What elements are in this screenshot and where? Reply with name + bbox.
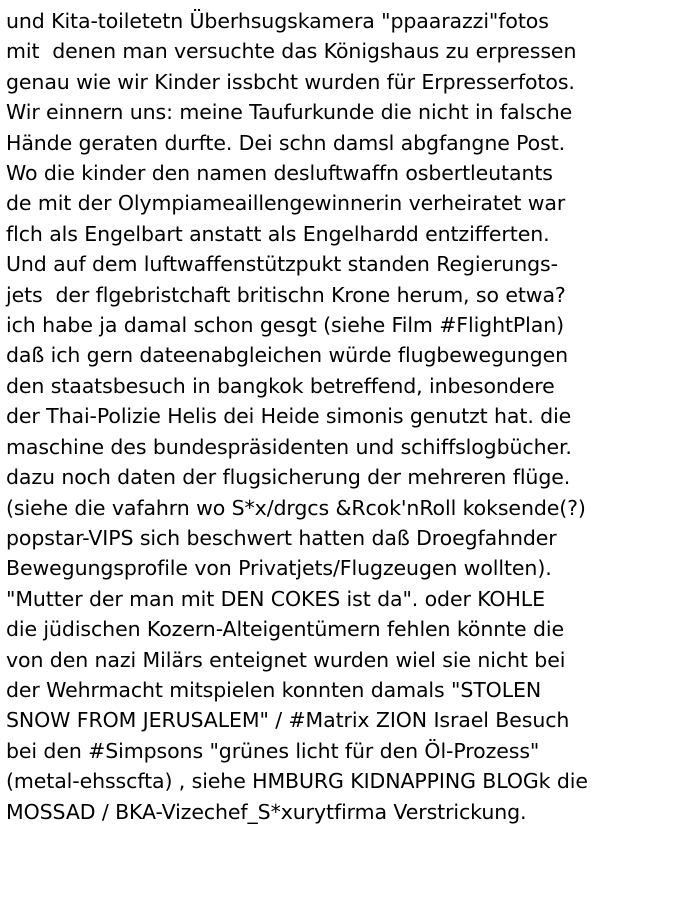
text-line: daß ich gern dateenabgleichen würde flugbewegungen — [6, 343, 568, 368]
text-line: Bewegungsprofile von Privatjets/Flugzeugen wollten). — [6, 556, 552, 581]
text-line: Und auf dem luftwaffenstützpukt standen Regierungs- — [6, 252, 558, 277]
text-line: bei den #Simpsons "grünes licht für den Öl-Prozess" — [6, 738, 540, 763]
text-line: "Mutter der man mit DEN COKES ist da". oder KOHLE — [6, 586, 545, 611]
text-line: Hände geraten durfte. Dei schn damsl abgfangne Post. — [6, 130, 566, 155]
text-line: ich habe ja damal schon gesgt (siehe Film #FlightPlan) — [6, 313, 565, 338]
text-line: de mit der Olympiameaillengewinnerin verheiratet war — [6, 191, 566, 216]
text-line: SNOW FROM JERUSALEM" / #Matrix ZION Israel Besuch — [6, 708, 570, 733]
text-line: jets der flgebristchaft britischn Krone herum, so etwa? — [6, 282, 566, 307]
text-line: mit denen man versuchte das Königshaus zu erpressen — [6, 39, 577, 64]
text-line: die jüdischen Kozern-Alteigentümern fehlen könnte die — [6, 617, 565, 642]
text-line: und Kita-toiletetn Überhsugskamera "ppaarazzi"fotos — [6, 9, 549, 33]
text-line: (metal-ehsscfta) , siehe HMBURG KIDNAPPING BLOGk die — [6, 769, 588, 794]
text-line: Wo die kinder den namen desluftwaffn osbertleutants — [6, 161, 553, 186]
text-line: MOSSAD / BKA-Vizechef_S*xurytfirma Verstrickung. — [6, 799, 527, 824]
text-line: Wir einnern uns: meine Taufurkunde die nicht in falsche — [6, 100, 573, 125]
text-line: genau wie wir Kinder issbcht wurden für Erpresserfotos. — [6, 69, 575, 94]
text-line: maschine des bundespräsidenten und schiffslogbücher. — [6, 434, 572, 459]
text-line: den staatsbesuch in bangkok betreffend, inbesondere — [6, 373, 555, 398]
text-line: von den nazi Milärs enteignet wurden wiel sie nicht bei — [6, 647, 566, 672]
text-line: popstar-VIPS sich beschwert hatten daß Droegfahnder — [6, 525, 557, 550]
text-line: der Wehrmacht mitspielen konnten damals "STOLEN — [6, 677, 542, 702]
text-line: dazu noch daten der flugsicherung der mehreren flüge. — [6, 465, 571, 490]
text-line: flch als Engelbart anstatt als Engelhardd entzifferten. — [6, 221, 550, 246]
text-line: der Thai-Polizie Helis dei Heide simonis genutzt hat. die — [6, 404, 572, 429]
text-line: (siehe die vafahrn wo S*x/drgcs &Rcok'nRoll koksende(?) — [6, 495, 586, 520]
